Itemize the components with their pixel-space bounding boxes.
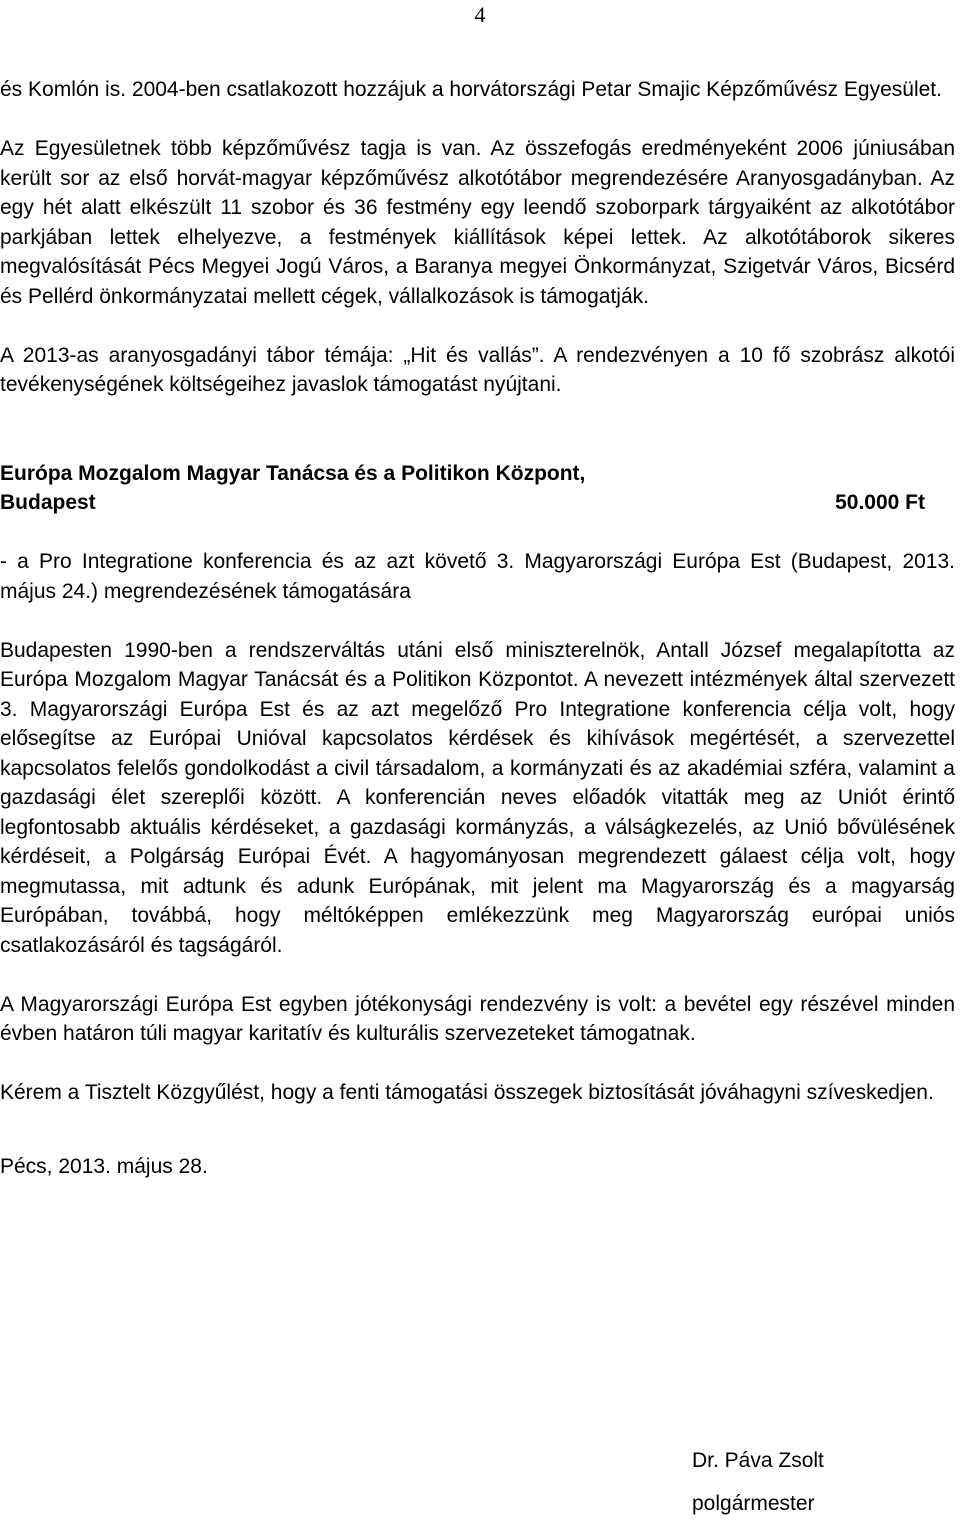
signer-title: polgármester xyxy=(692,1492,815,1515)
paragraph-intro: és Komlón is. 2004-ben csatlakozott hozzájuk a horvátországi Petar Smajic Képzőművész Egyesület. xyxy=(0,78,942,101)
signature-block xyxy=(692,1439,824,1525)
grant-title-line2: Budapest xyxy=(0,491,96,514)
grant-title-line1: Európa Mozgalom Magyar Tanácsa és a Politikon Központ, xyxy=(0,461,586,485)
grant-amount: 50.000 Ft xyxy=(835,491,925,514)
place-date: Pécs, 2013. május 28. xyxy=(0,1154,208,1178)
grant-purpose: - a Pro Integratione konferencia és az azt követő 3. Magyarországi Európa Est (Budapest, 2013. május 24.) megrendezésének támogatására xyxy=(0,550,955,603)
grant-description: Budapesten 1990-ben a rendszerváltás utáni első miniszterelnök, Antall József megalapította az Európa Mozgalom Magyar Tanácsát és a Politikon Központot. A nevezett intézmények által szervezett 3. Magyarországi Európa Est és az azt megelőző Pro Integratione konferencia célja volt, hogy elősegítse az Európai Unióval kapcsolatos kérdések és kihívások megértését, a szervezettel kapcsolatos felelős gondolkodást a civil társadalom, a kormányzati és az akadémiai szféra, valamint a gazdasági élet szereplői között. A konferencián neves előadók vitatták meg az Uniót érintő legfontosabb aktuális kérdéseket, a gazdasági kormányzás, a válságkezelés, az Unió bővülésének kérdéseit, a Polgárság Európai Évét. A hagyományosan megrendezett gálaest célja volt, hogy megmutassa, mit adtunk és adunk Európának, mit jelent ma Magyarország és a magyarság Európában, továbbá, hogy méltóképpen emlékezzünk meg Magyarország európai uniós csatlakozásáról és tagságáról. xyxy=(0,638,955,957)
signer-name: Dr. Páva Zsolt xyxy=(692,1449,824,1472)
page-number: 4 xyxy=(474,2,486,27)
grant-charity: A Magyarországi Európa Est egyben jótékonysági rendezvény is volt: a bevétel egy részével minden évben határon túli magyar karitatív és kulturális szervezeteket támogatnak. xyxy=(0,992,955,1045)
closing-request: Kérem a Tisztelt Közgyűlést, hogy a fenti támogatási összegek biztosítását jóváhagyni szíveskedjen. xyxy=(0,1081,934,1104)
document-body xyxy=(0,75,955,1181)
grant-heading xyxy=(0,459,955,518)
paragraph-association: Az Egyesületnek több képzőművész tagja is van. Az összefogás eredményeként 2006 júniusában került sor az első horvát-magyar képzőművész alkotótábor megrendezésére Aranyosgadányban. Az egy hét alatt elkészült 11 szobor és 36 festmény egy leendő szoborpark tárgyaiként az alkotótábor parkjában lettek elhelyezve, a festmények kiállítások képei lettek. Az alkotótáborok sikeres megvalósítását Pécs Megyei Jogú Város, a Baranya megyei Önkormányzat, Szigetvár Város, Bicsérd és Pellérd önkormányzatai mellett cégek, vállalkozások is támogatják. xyxy=(0,137,955,308)
paragraph-camp-theme: A 2013-as aranyosgadányi tábor témája: „Hit és vallás”. A rendezvényen a 10 fő szobrász alkotói tevékenységének költségeihez javaslok támogatást nyújtani. xyxy=(0,343,955,396)
